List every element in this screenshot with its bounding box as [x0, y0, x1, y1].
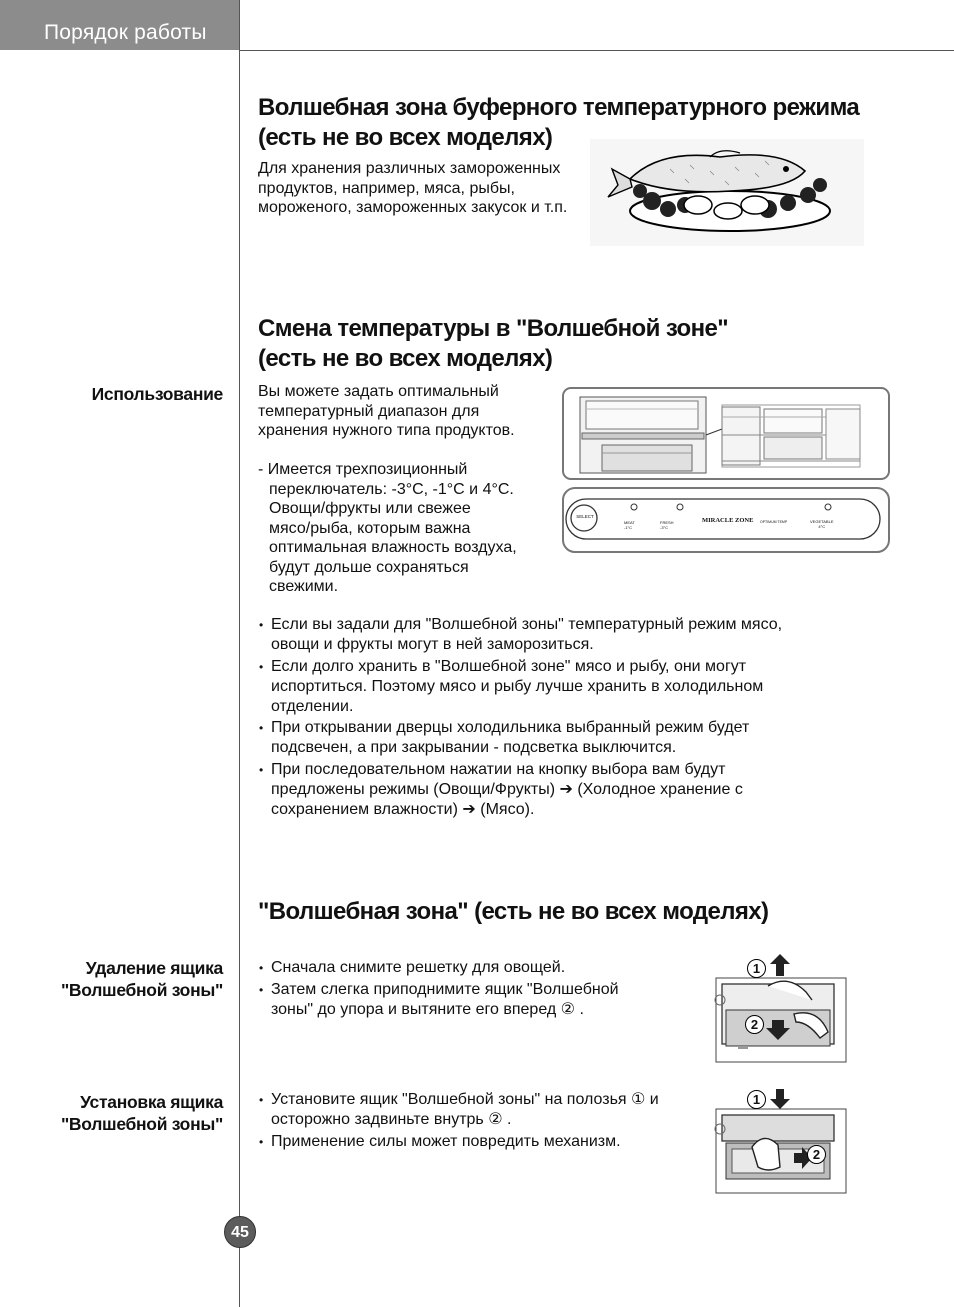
usage-intro [258, 382, 515, 441]
drawer-removal-drawing [708, 952, 848, 1064]
removal-side-label [61, 957, 223, 1001]
usage-notes-list [258, 615, 868, 821]
text-line: зоны" до упора и вытяните его вперед ② . [271, 1000, 584, 1018]
meat-temp: -1°C [624, 525, 633, 530]
text-line: оптимальная влажность воздуха, [269, 539, 517, 556]
fresh-label: FRESH [660, 520, 674, 525]
optimum-temp-label: OPTIMUM TEMP [760, 520, 788, 524]
section1-title-line: Волшебная зона буферного температурного режима [258, 94, 860, 121]
step-number: 1 [752, 961, 761, 976]
section1-text [258, 159, 567, 218]
text-line: будут дольше сохраняться [269, 558, 469, 576]
list-item [258, 760, 868, 820]
usage-side-label [92, 383, 223, 405]
list-item [258, 1132, 698, 1152]
page-number-badge [224, 1216, 256, 1248]
step-number: 1 [752, 1092, 761, 1107]
page-number: 45 [231, 1224, 249, 1241]
text-line: свежими. [269, 578, 339, 595]
vegetable-temp: 4°C [818, 524, 826, 529]
text-line: Вы можете задать оптимальный [258, 383, 499, 400]
text-line: Для хранения различных замороженных [258, 160, 561, 177]
list-item [258, 1090, 698, 1130]
text-line: хранения нужного типа продуктов. [258, 422, 515, 439]
text-line: температурный диапазон для [258, 402, 480, 420]
text-line: • При открывании дверцы холодильника выбранный режим будет [271, 719, 750, 736]
side-label-text: Использование [91, 384, 223, 404]
vegetable-mode-indicator [810, 519, 834, 529]
drawer-install-drawing [708, 1087, 848, 1195]
step-2-marker [745, 1015, 764, 1034]
text-line: • Затем слегка приподнимите ящик "Волшебной [271, 980, 619, 998]
switch-description [258, 460, 517, 597]
list-item [258, 958, 698, 978]
frozen-fish-illustration [590, 139, 864, 246]
step-1-marker [747, 1090, 766, 1109]
side-label-line: Удаление ящика [85, 958, 223, 978]
text-line: подсвечен, а при закрывании - подсветка выключится. [271, 739, 677, 756]
drawer-install-illustration [708, 1087, 848, 1195]
text-line: • Сначала снимите решетку для овощей. [271, 959, 566, 976]
text-line: переключатель: -3°C, -1°C и 4°C. [269, 480, 514, 498]
side-label-line: "Волшебной зоны" [60, 1114, 223, 1134]
select-button[interactable] [574, 514, 596, 519]
list-item [258, 718, 868, 758]
drawer-removal-illustration [708, 952, 848, 1064]
text-line: осторожно задвиньте внутрь ② . [271, 1111, 512, 1128]
removal-steps-list [258, 958, 698, 1021]
text-line: сохранением влажности) ➔ (Мясо). [271, 800, 535, 818]
install-steps-list [258, 1090, 698, 1153]
fridge-drawers-illustration [562, 387, 890, 480]
meat-label: MEAT [624, 520, 635, 525]
margin-rule [239, 0, 240, 1307]
miracle-zone-control-panel [562, 487, 890, 553]
text-line: - Имеется трехпозиционный [258, 461, 468, 478]
section2-title-line: (есть не во всех моделях) [258, 345, 553, 372]
step-2-marker [807, 1145, 826, 1164]
miracle-zone-title: MIRACLE ZONE [702, 517, 754, 524]
fresh-mode-indicator [660, 520, 674, 530]
select-button-label: SELECT [576, 514, 594, 519]
section1-title-line: (есть не во всех моделях) [258, 124, 553, 151]
list-item [258, 657, 868, 717]
section2-title [258, 314, 728, 374]
step-1-marker [747, 959, 766, 978]
vegetable-label: VEGETABLE [810, 519, 834, 524]
text-line: • Если долго хранить в "Волшебной зоне" мясо и рыбу, они могут [271, 657, 747, 675]
text-line: овощи и фрукты могут в ней заморозиться. [271, 636, 594, 653]
text-line: • Если вы задали для "Волшебной зоны" температурный режим мясо, [271, 616, 783, 633]
text-line: • Установите ящик "Волшебной зоны" на полозья ① и [271, 1091, 659, 1108]
text-line: предложены режимы (Овощи/Фрукты) ➔ (Холодное хранение с [271, 780, 743, 798]
text-line: • При последовательном нажатии на кнопку выбора вам будут [271, 760, 726, 778]
fresh-temp: -3°C [660, 525, 669, 530]
list-item [258, 980, 698, 1020]
text-line: • Применение силы может повредить механизм. [271, 1132, 621, 1150]
section-header-title: Порядок работы [44, 21, 207, 44]
install-side-label [61, 1091, 223, 1135]
text-line: продуктов, например, мяса, рыбы, [258, 179, 515, 197]
section3-title [258, 897, 768, 927]
text-line: Овощи/фрукты или свежее [269, 500, 471, 517]
side-label-line: "Волшебной зоны" [60, 980, 223, 1000]
step-number: 2 [750, 1017, 759, 1032]
meat-mode-indicator [624, 520, 635, 530]
text-line: отделении. [271, 697, 354, 715]
text-line: мороженого, замороженных закусок и т.п. [258, 199, 568, 216]
text-line: испортиться. Поэтому мясо и рыбу лучше хранить в холодильном [271, 677, 764, 695]
section-header-tab [0, 0, 239, 50]
section2-title-line: Смена температуры в "Волшебной зоне" [258, 315, 729, 342]
text-line: мясо/рыба, которым важна [269, 519, 471, 537]
step-number: 2 [812, 1147, 821, 1162]
list-item [258, 615, 868, 655]
header-rule [239, 50, 954, 51]
section3-title-line: "Волшебная зона" (есть не во всех моделях) [258, 898, 769, 925]
side-label-line: Установка ящика [80, 1092, 223, 1112]
